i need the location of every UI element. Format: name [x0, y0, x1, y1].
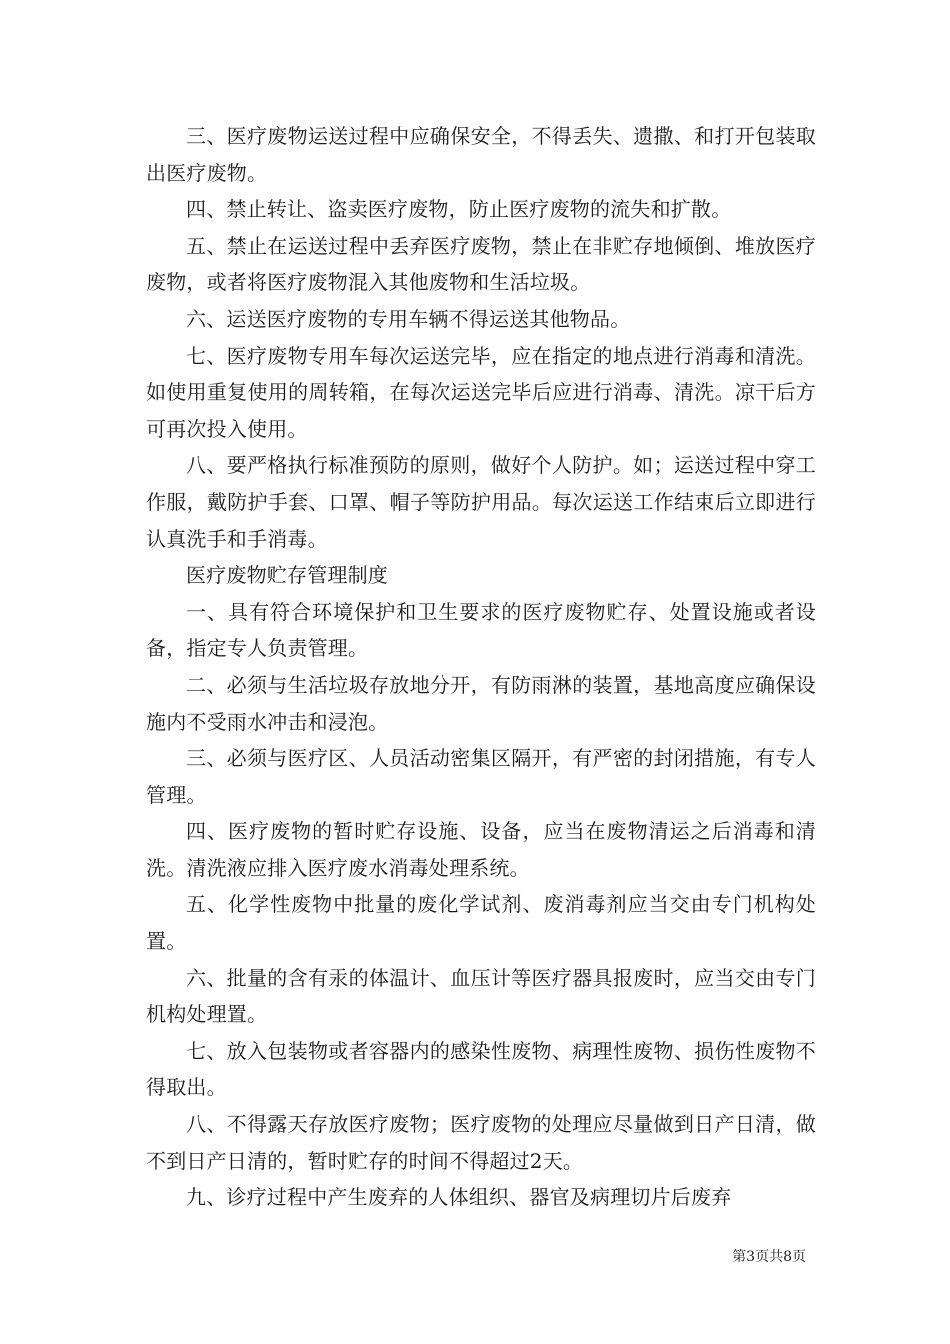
paragraph-12: 六、批量的含有汞的体温计、血压计等医疗器具报废时，应当交由专门机构处理置。: [146, 965, 816, 1027]
document-body: [146, 118, 816, 1216]
paragraph-3: 五、禁止在运送过程中丢弃医疗废物，禁止在非贮存地倾倒、堆放医疗废物，或者将医疗废物混入其他废物和生活垃圾。: [146, 233, 816, 295]
paragraph-1: 三、医疗废物运送过程中应确保安全，不得丢失、遗撒、和打开包装取出医疗废物。: [146, 124, 816, 185]
paragraph-6: 八、要严格执行标准预防的原则，做好个人防护。如；运送过程中穿工作服，戴防护手套、口罩、帽子等防护用品。每次运送工作结束后立即进行认真洗手和手消毒。: [146, 453, 816, 551]
paragraph-2: 四、禁止转让、盗卖医疗废物，防止医疗废物的流失和扩散。: [186, 197, 732, 222]
paragraph-8: 二、必须与生活垃圾存放地分开，有防雨淋的装置，基地高度应确保设施内不受雨水冲击和浸泡。: [146, 672, 816, 734]
section-heading: 医疗废物贮存管理制度: [186, 563, 388, 588]
paragraph-10: 四、医疗废物的暂时贮存设施、设备，应当在废物清运之后消毒和清洗。清洗液应排入医疗废水消毒处理系统。: [146, 819, 816, 880]
paragraph-4: 六、运送医疗废物的专用车辆不得运送其他物品。: [186, 306, 631, 331]
paragraph-13: 七、放入包装物或者容器内的感染性废物、病理性废物、损伤性废物不得取出。: [146, 1038, 816, 1100]
paragraph-15: 九、诊疗过程中产生废弃的人体组织、器官及病理切片后废弃: [186, 1185, 732, 1210]
paragraph-14: 八、不得露天存放医疗废物；医疗废物的处理应尽量做到日产日清，做不到日产日清的，暂时贮存的时间不得超过2天。: [146, 1112, 816, 1173]
paragraph-9: 三、必须与医疗区、人员活动密集区隔开，有严密的封闭措施，有专人管理。: [146, 746, 816, 807]
paragraph-5: 七、医疗废物专用车每次运送完毕，应在指定的地点进行消毒和清洗。如使用重复使用的周转箱，在每次运送完毕后应进行消毒、清洗。凉干后方可再次投入使用。: [146, 343, 816, 441]
page-number-footer: 第3页共8页: [732, 1249, 806, 1265]
paragraph-7: 一、具有符合环境保护和卫生要求的医疗废物贮存、处置设施或者设备，指定专人负责管理。: [146, 599, 816, 661]
paragraph-11: 五、化学性废物中批量的废化学试剂、废消毒剂应当交由专门机构处置。: [146, 892, 816, 954]
